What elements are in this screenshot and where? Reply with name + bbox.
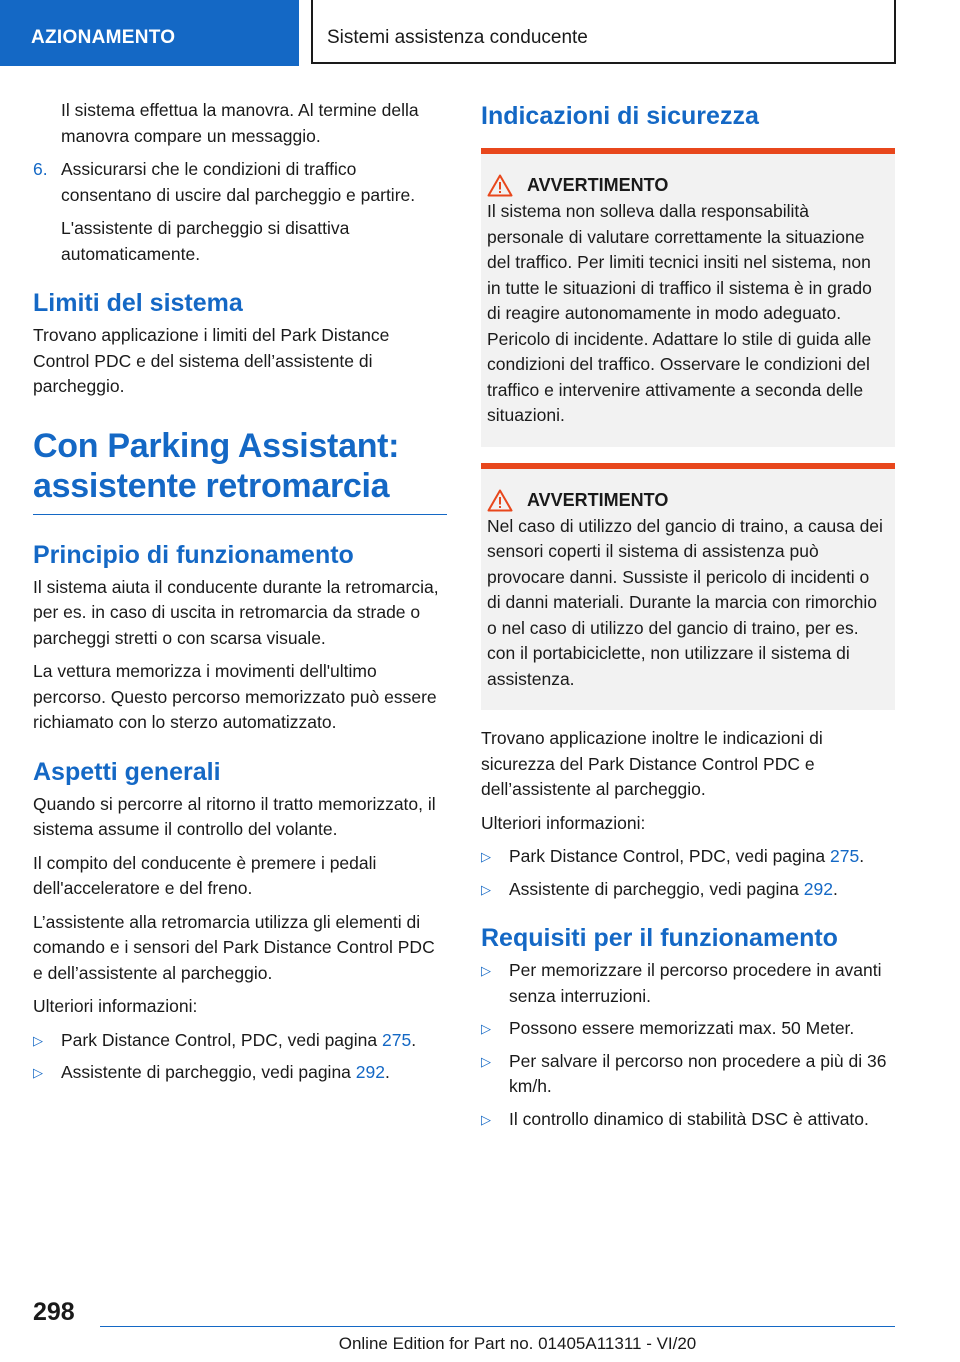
- aspetti-paragraph-3: L’assistente alla retromarcia utilizza gli elementi di comando e i sensori del Park Distance Control PDC e dell’assistente al parcheggio.: [33, 911, 435, 983]
- continued-paragraph: Il sistema effettua la manovra. Al termine della manovra compare un messaggio.: [61, 100, 419, 146]
- triangle-right-icon: ▷: [33, 1065, 43, 1080]
- warning-triangle-icon: [487, 489, 517, 512]
- section-title: AZIONAMENTO: [31, 27, 176, 48]
- list-item: [481, 1016, 895, 1042]
- period: .: [859, 846, 865, 866]
- triangle-right-icon: ▷: [481, 1021, 491, 1036]
- list-item: [481, 844, 895, 870]
- list-item: [481, 1107, 895, 1133]
- after-warning-paragraph: Trovano applicazione inoltre le indicazioni di sicurezza del Park Distance Control PDC e dell’assistente al parcheggio.: [481, 728, 823, 799]
- page-link-292[interactable]: 292: [803, 878, 833, 899]
- list-item-text: Park Distance Control, PDC, vedi pagina: [509, 846, 830, 866]
- triangle-right-icon: ▷: [481, 963, 491, 978]
- page-link-275[interactable]: 275: [381, 1029, 412, 1050]
- page-number: 298: [33, 1298, 75, 1326]
- heading-limiti: Limiti del sistema: [33, 289, 243, 317]
- list-item-text: Il controllo dinamico di stabilità DSC è attivato.: [509, 1108, 869, 1129]
- heading-principio: Principio di funzionamento: [33, 540, 354, 569]
- list-item-text: Per memorizzare il percorso procedere in avanti senza interruzioni.: [509, 960, 882, 1006]
- heading-aspetti: Aspetti generali: [33, 757, 221, 786]
- aspetti-paragraph-2: Il compito del conducente è premere i pedali dell'acceleratore e del freno.: [33, 852, 377, 898]
- chapter-header: [311, 0, 896, 64]
- list-item: [481, 1049, 895, 1100]
- aspetti-paragraph-4: Ulteriori informazioni:: [33, 996, 198, 1016]
- list-item-text: Park Distance Control, PDC, vedi pagina: [61, 1029, 382, 1050]
- right-column: [481, 98, 895, 1139]
- limiti-paragraph: Trovano applicazione i limiti del Park Distance Control PDC e del sistema dell’assistente di parcheggio.: [33, 325, 390, 396]
- list-item-text: Per salvare il percorso non procedere a più di 36 km/h.: [509, 1050, 887, 1096]
- warning-header: [487, 489, 887, 512]
- edition-text: Online Edition for Part no. 01405A11311 - VI/20: [338, 1334, 697, 1353]
- footer-divider: [100, 1326, 895, 1327]
- heading-sicurezza: Indicazioni di sicurezza: [481, 102, 759, 130]
- heading-requisiti: Requisiti per il funzionamento: [481, 924, 838, 952]
- warning-text: Nel caso di utilizzo del gancio di traino, a causa dei sensori coperti il sistema di assistenza può provocare danni. Sussiste il pericolo di incidenti o di danni materiali. Durante la marcia con rimorchio o nel caso di utilizzo del gancio di traino, per es. con il portabiciclette, non utilizzare il sistema di assistenza.: [487, 515, 883, 689]
- list-item-text: Assistente di parcheggio, vedi pagina: [61, 1062, 356, 1082]
- more-info-label: Ulteriori informazioni:: [481, 812, 646, 833]
- period: .: [384, 1062, 390, 1082]
- warning-title: AVVERTIMENTO: [527, 175, 669, 195]
- period: .: [411, 1029, 417, 1050]
- list-item: [481, 877, 895, 903]
- list-item-text: Assistente di parcheggio, vedi pagina: [509, 878, 804, 899]
- chapter-title: Sistemi assistenza conducente: [327, 27, 588, 48]
- triangle-right-icon: ▷: [481, 849, 491, 864]
- aspetti-paragraph-1: Quando si percorre al ritorno il tratto memorizzato, il sistema assume il controllo del volante.: [33, 793, 436, 839]
- page-link-275[interactable]: 275: [829, 846, 860, 866]
- step-subtext: L'assistente di parcheggio si disattiva automaticamente.: [61, 218, 350, 264]
- list-item-text: Possono essere memorizzati max. 50 Meter.: [509, 1018, 855, 1038]
- warning-text: Il sistema non solleva dalla responsabilità personale di valutare correttamente la situazione del traffico. Per limiti tecnici insiti nel sistema, non in tutte le situazioni di traffico il sistema è in grado di reagire autonomamente in modo adeguato. Pericolo di incidente. Adattare lo stile di guida alle condizioni del traffico. Osservare le condizioni del traffico e intervenire attivamente a seconda delle situazioni.: [487, 201, 872, 425]
- main-heading: Con Parking Assistant: assistente retromarcia: [33, 426, 447, 515]
- footer-edition: [0, 1334, 960, 1354]
- list-item: [481, 958, 895, 1009]
- warning-title: AVVERTIMENTO: [527, 489, 669, 510]
- warning-header: [487, 174, 887, 197]
- step-text: Assicurarsi che le condizioni di traffico consentano di uscire dal parcheggio e partire.: [61, 159, 416, 205]
- triangle-right-icon: ▷: [33, 1032, 43, 1048]
- principio-paragraph-1: Il sistema aiuta il conducente durante la retromarcia, per es. in caso di uscita in retromarcia da strade o parcheggi stretti o con scarsa visuale.: [33, 576, 439, 648]
- period: .: [832, 878, 838, 899]
- warning-box-1: [481, 148, 895, 447]
- section-tab[interactable]: [0, 0, 299, 66]
- left-column: [33, 98, 447, 1093]
- step-6: [33, 157, 447, 208]
- principio-paragraph-2: La vettura memorizza i movimenti dell'ultimo percorso. Questo percorso memorizzato può essere richiamato con lo sterzo automatizzato.: [33, 661, 437, 732]
- list-item: [33, 1060, 447, 1086]
- list-item: [33, 1028, 447, 1054]
- triangle-right-icon: ▷: [481, 1053, 491, 1069]
- step-number: 6.: [33, 159, 48, 179]
- page-link-292[interactable]: 292: [355, 1062, 385, 1082]
- triangle-right-icon: ▷: [481, 881, 491, 897]
- warning-triangle-icon: [487, 174, 517, 197]
- warning-box-2: [481, 463, 895, 711]
- triangle-right-icon: ▷: [481, 1111, 491, 1127]
